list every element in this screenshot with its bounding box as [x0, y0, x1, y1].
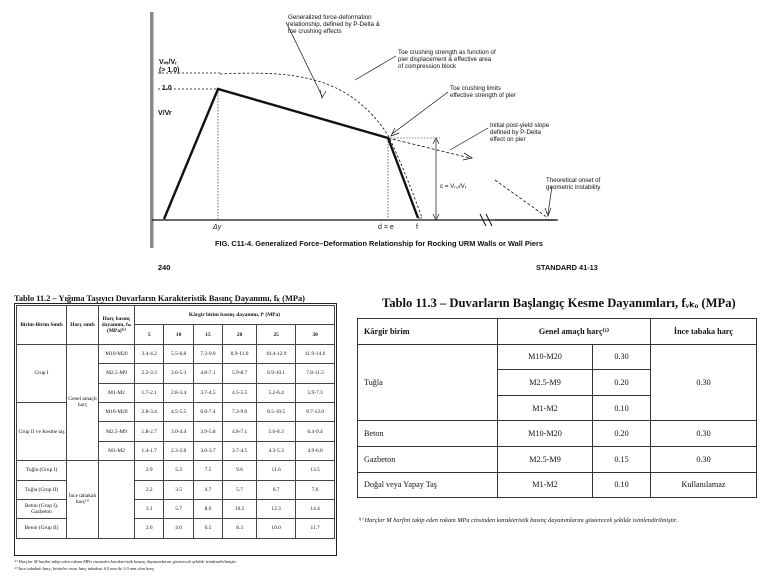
- cell: M2.5-M9: [99, 422, 135, 441]
- cell: 4.8-7.1: [223, 422, 257, 441]
- cell: 9.6: [223, 461, 257, 480]
- table-11-3: [357, 318, 757, 498]
- table-row: [358, 446, 757, 472]
- cell: Doğal veya Yapay Taş: [358, 472, 498, 498]
- cell: 7.3-9.0: [193, 344, 222, 363]
- table-row: [358, 472, 757, 498]
- hdr-kargir-birim: Kârgir birim: [358, 319, 498, 345]
- cell: 0.30: [593, 344, 651, 370]
- cell: 6.5: [193, 519, 222, 538]
- table-row: [17, 499, 335, 518]
- table-row: [17, 402, 335, 421]
- table-11-2-title: Tablo 11.2 – Yığıma Taşıyıcı Duvarların Karakteristik Basınç Dayanımı, fₖ (MPa): [14, 294, 305, 303]
- x-tick-de: d = e: [378, 224, 394, 231]
- cell: 4.3-5.3: [257, 441, 296, 460]
- annotation-post-yield: Initial post-yield slope defined by P-Delta effect on pier: [490, 122, 550, 144]
- empty-cell: [99, 461, 135, 539]
- cell: 3.7-4.5: [193, 383, 222, 402]
- cell: 5.9-7.3: [296, 383, 335, 402]
- cell: 12.3: [257, 499, 296, 518]
- col-5: 5: [135, 325, 164, 344]
- cell: 8.3: [223, 519, 257, 538]
- table-row: [17, 519, 335, 538]
- cell: M1-M2: [498, 395, 593, 421]
- cell: Kullanılamaz: [651, 472, 757, 498]
- col-30: 30: [296, 325, 335, 344]
- cell: 7.3-9.0: [223, 402, 257, 421]
- cell: 2.9: [135, 461, 164, 480]
- annotation-instability: Theoretical onset of geometric instability: [546, 177, 601, 192]
- figure-caption: FIG. C11-4. Generalized Force–Deformation Relationship for Rocking URM Walls or Wall Piers: [215, 239, 543, 248]
- annotation-toe-limits: Toe crushing limits effective strength of pier: [450, 85, 516, 100]
- cell: 4.8-7.1: [193, 364, 222, 383]
- col-25: 25: [257, 325, 296, 344]
- cell: 2.2: [135, 480, 164, 499]
- cell: 8.0: [193, 499, 222, 518]
- cell: 4.5-5.5: [223, 383, 257, 402]
- col-20: 20: [223, 325, 257, 344]
- cell: 0.30: [651, 421, 757, 447]
- cell: M1-M2: [99, 441, 135, 460]
- c-label: c = Vᵣ,ᵣ/Vᵣ: [440, 183, 467, 190]
- col-15: 15: [193, 325, 222, 344]
- cell: 10.0: [257, 519, 296, 538]
- hdr-birim: Birim-Birim Sınıfı: [17, 306, 67, 345]
- cell: 5.7: [164, 499, 193, 518]
- grup-1: Grup I: [17, 344, 67, 402]
- table-row: [17, 480, 335, 499]
- cell: M10-M20: [99, 344, 135, 363]
- cell: 0.10: [593, 472, 651, 498]
- cell: 6.4-9.4: [296, 422, 335, 441]
- cell: 2.6: [135, 519, 164, 538]
- cell: 1.7-2.1: [135, 383, 164, 402]
- cell: 10.4-12.9: [257, 344, 296, 363]
- cell: 0.30: [651, 344, 757, 421]
- cell: 5.2-6.4: [257, 383, 296, 402]
- table-row: [358, 421, 757, 447]
- cell: 7.6: [296, 480, 335, 499]
- cell: M1-M2: [99, 383, 135, 402]
- cell: 10.2: [223, 499, 257, 518]
- hdr-harc: Harç sınıfı: [67, 306, 99, 345]
- cell: 2.8-3.4: [164, 383, 193, 402]
- cell: Beton (Grup I), Gazbeton: [17, 499, 67, 518]
- grup-2: Grup II ve Kesme taş: [17, 402, 67, 460]
- cell: 6.0-7.4: [193, 402, 222, 421]
- cell: 4.5-5.5: [164, 402, 193, 421]
- cell: 4.7: [193, 480, 222, 499]
- cell: 5.6-8.3: [257, 422, 296, 441]
- cell: 3.0-3.7: [193, 441, 222, 460]
- cell: 9.7-12.0: [296, 402, 335, 421]
- cell: 0.20: [593, 370, 651, 396]
- table-11-2: [16, 305, 335, 539]
- col-10: 10: [164, 325, 193, 344]
- cell: 5.3: [164, 461, 193, 480]
- genel-amacli: Genel amaçlı harç: [67, 344, 99, 460]
- cell: Tuğla (Grup II): [17, 480, 67, 499]
- cell: 0.15: [593, 446, 651, 472]
- hdr-kargir: Kârgir birim basınç dayanımı, fᵇ (MPa): [135, 306, 335, 325]
- y-label-vtc-note: (> 1.0): [159, 67, 180, 74]
- cell: Gazbeton: [358, 446, 498, 472]
- page-number: 240: [158, 263, 171, 272]
- cell: 8.5-10.5: [257, 402, 296, 421]
- cell: 8.9-11.0: [223, 344, 257, 363]
- table-11-2-note-2: ⁽²⁾ İnce tabakalı harç, birimler arası harç tabakası 0.5 mm ile 3.0 mm olan harç: [14, 566, 155, 571]
- cell: 3.1: [135, 499, 164, 518]
- cell: M10-M20: [498, 421, 593, 447]
- cell: 3.7-4.5: [223, 441, 257, 460]
- annotation-force-deformation: Generalized force-deformation relationship, defined by P-Delta & toe crushing effects: [288, 14, 380, 36]
- hdr-harc-basinc: Harç basınç dayanımı, fₘ (MPa)⁽¹⁾: [99, 306, 135, 345]
- cell: 5.7: [223, 480, 257, 499]
- y-tick-1: 1.0: [162, 85, 172, 92]
- cell: M2.5-M9: [99, 364, 135, 383]
- hdr-ince-tabaka: İnce tabaka harç: [651, 319, 757, 345]
- cell: 14.4: [296, 499, 335, 518]
- table-11-3-title: Tablo 11.3 – Duvarların Başlangıç Kesme Dayanımları, fᵥₖₒ (MPa): [382, 296, 736, 310]
- x-tick-dy: Δy: [213, 224, 222, 231]
- cell: 2.8-3.4: [135, 402, 164, 421]
- cell: 0.20: [593, 421, 651, 447]
- cell: 3.9-5.8: [193, 422, 222, 441]
- cell: 4.9-6.0: [296, 441, 335, 460]
- cell: 7.5: [193, 461, 222, 480]
- cell: 3.4-4.2: [135, 344, 164, 363]
- table-row: [17, 344, 335, 363]
- cell: 11.6: [257, 461, 296, 480]
- cell: M2.5-M9: [498, 446, 593, 472]
- cell: 13.5: [296, 461, 335, 480]
- cell: Beton: [358, 421, 498, 447]
- cell: M1-M2: [498, 472, 593, 498]
- table-row: [17, 461, 335, 480]
- x-tick-f: f: [416, 224, 418, 231]
- force-deformation-figure: [150, 0, 610, 250]
- y-axis: [150, 12, 154, 248]
- cell: 11.9-14.6: [296, 344, 335, 363]
- cell: 3.5: [164, 480, 193, 499]
- cell: 5.9-8.7: [223, 364, 257, 383]
- cell: 6.7: [257, 480, 296, 499]
- cell: 1.8-2.7: [135, 422, 164, 441]
- cell: 0.10: [593, 395, 651, 421]
- cell: M10-M20: [498, 344, 593, 370]
- standard-label: STANDARD 41-13: [536, 263, 598, 272]
- cell: 7.8-11.5: [296, 364, 335, 383]
- hdr-genel-amacli: Genel amaçlı harç⁽¹⁾: [498, 319, 651, 345]
- cell: M2.5-M9: [498, 370, 593, 396]
- cell: Beton (Grup II): [17, 519, 67, 538]
- cell: M10-M20: [99, 402, 135, 421]
- table-11-2-note-1: ⁽¹⁾ Harçlar M harfini takip eden rakam MPa cinsinden karakteristik basınç dayanımlarını gösterecek şekilde isimlendirilmiştir.: [14, 559, 237, 564]
- cell: 1.4-1.7: [135, 441, 164, 460]
- cell: 2.3-2.8: [164, 441, 193, 460]
- cell: 11.7: [296, 519, 335, 538]
- annotation-toe-strength: Toe crushing strength as function of pier displacement & effective area of compression block: [398, 49, 496, 71]
- cell: 6.9-10.1: [257, 364, 296, 383]
- table-row: [358, 344, 757, 370]
- cell: 0.30: [651, 446, 757, 472]
- y-axis-label: V/Vr: [158, 110, 172, 117]
- ince-tabakali: İnce tabakalı harç⁽²⁾: [67, 461, 99, 539]
- tugla: Tuğla: [358, 344, 498, 421]
- cell: 5.5-6.8: [164, 344, 193, 363]
- cell: 2.2-3.3: [135, 364, 164, 383]
- y-label-vtc: Vₙₜ/Vᵣ: [159, 59, 177, 66]
- cell: 3.6-5.3: [164, 364, 193, 383]
- cell: 4.6: [164, 519, 193, 538]
- cell: 3.0-4.4: [164, 422, 193, 441]
- cell: Tuğla (Grup I): [17, 461, 67, 480]
- table-11-3-note: ⁽¹⁾ Harçlar M harfini takip eden rakam MPa cinsinden karakteristik basınç dayanımlarını gösterecek şekilde isimlendirilmiştir.: [358, 517, 678, 524]
